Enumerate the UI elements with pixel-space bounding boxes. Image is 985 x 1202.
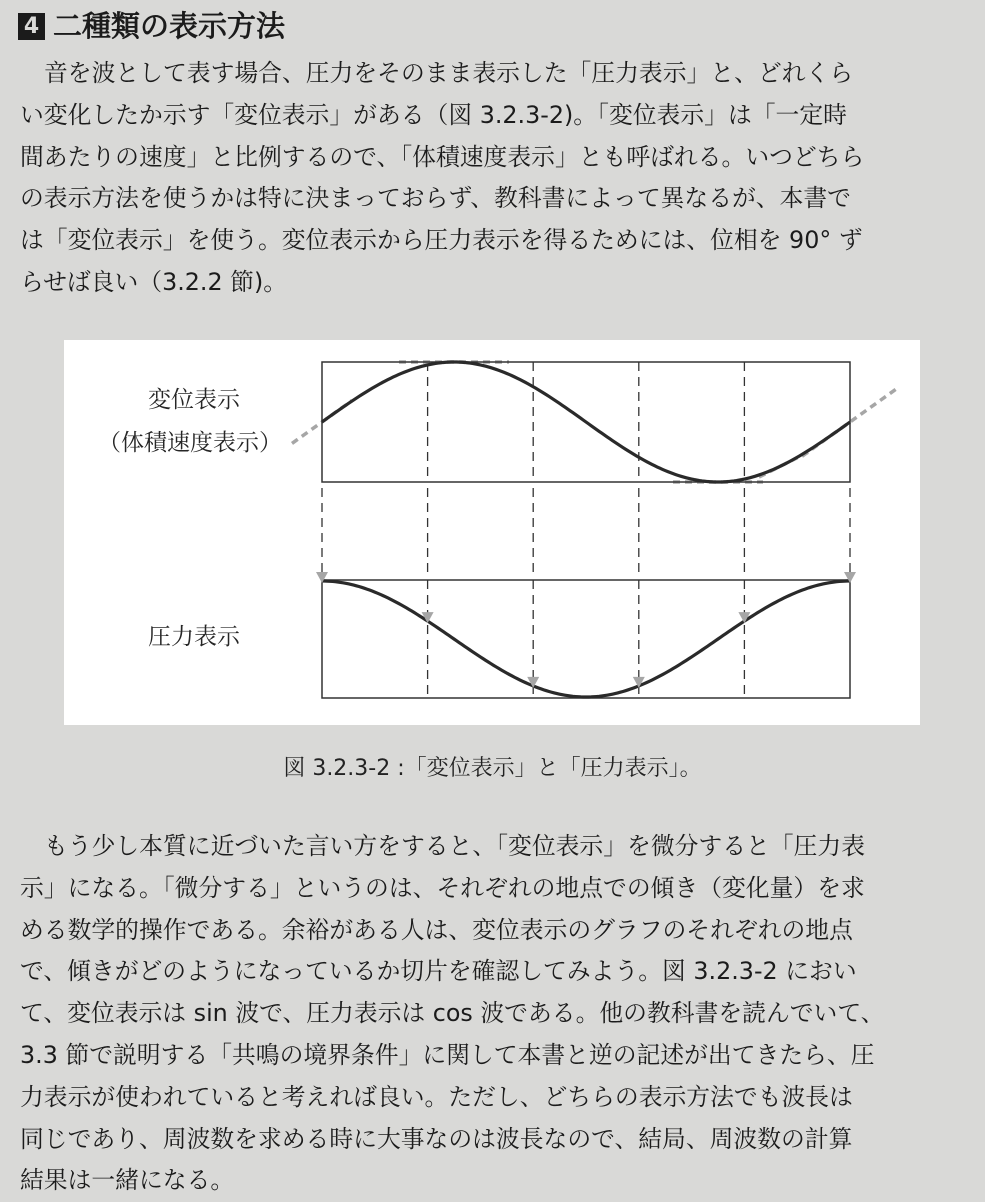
text-line: 結果は一緒になる。 (20, 1166, 235, 1195)
section-heading (18, 6, 285, 46)
pressure-wave (322, 581, 850, 697)
text-line: い変化したか示す「変位表示」がある（図 3.2.3-2)。「変位表示」は「一定時 (20, 100, 847, 129)
wave-figure (64, 340, 920, 725)
section-number-badge: 4 (18, 13, 45, 40)
text-line: 3.3 節で説明する「共鳴の境界条件」に関して本書と逆の記述が出てきたら、圧 (20, 1040, 875, 1069)
text-line: の表示方法を使うかは特に決まっておらず、教科書によって異なるが、本書で (20, 184, 851, 213)
text-line: 間あたりの速度」と比例するので、「体積速度表示」とも呼ばれる。いつどちら (20, 142, 865, 171)
text-line: 音を波として表す場合、圧力をそのまま表示した「圧力表示」と、どれくら (44, 59, 854, 87)
label-pressure: 圧力表示 (148, 624, 240, 650)
text-line: て、変位表示は sin 波で、圧力表示は cos 波である。他の教科書を読んでいて、 (20, 999, 885, 1028)
text-line: もう少し本質に近づいた言い方をすると、「変位表示」を微分すると「圧力表 (44, 832, 865, 860)
section-title: 二種類の表示方法 (53, 9, 286, 43)
pressure-frame (322, 580, 850, 698)
displacement-wave (322, 362, 850, 482)
intro-paragraph (20, 53, 970, 304)
text-line: 力表示が使われていると考えれば良い。ただし、どちらの表示方法でも波長は (20, 1082, 853, 1111)
label-volume-velocity: （体積速度表示） (98, 430, 282, 456)
text-line: は「変位表示」を使う。変位表示から圧力表示を得るためには、位相を 90° ず (20, 226, 863, 255)
body-paragraph (20, 826, 970, 1202)
text-line: らせば良い（3.2.2 節)。 (20, 267, 288, 296)
text-line: 示」になる。「微分する」というのは、それぞれの地点での傾き（変化量）を求 (20, 873, 865, 902)
figure-caption: 図 3.2.3-2 :「変位表示」と「圧力表示」。 (283, 756, 702, 781)
label-displacement: 変位表示 (148, 387, 240, 413)
text-line: 同じであり、周波数を求める時に大事なのは波長なので、結局、周波数の計算 (20, 1124, 853, 1153)
text-line: める数学的操作である。余裕がある人は、変位表示のグラフのそれぞれの地点 (20, 915, 853, 944)
text-line: で、傾きがどのようになっているか切片を確認してみよう。図 3.2.3-2 におい (20, 957, 857, 986)
wave-chart (64, 340, 920, 725)
